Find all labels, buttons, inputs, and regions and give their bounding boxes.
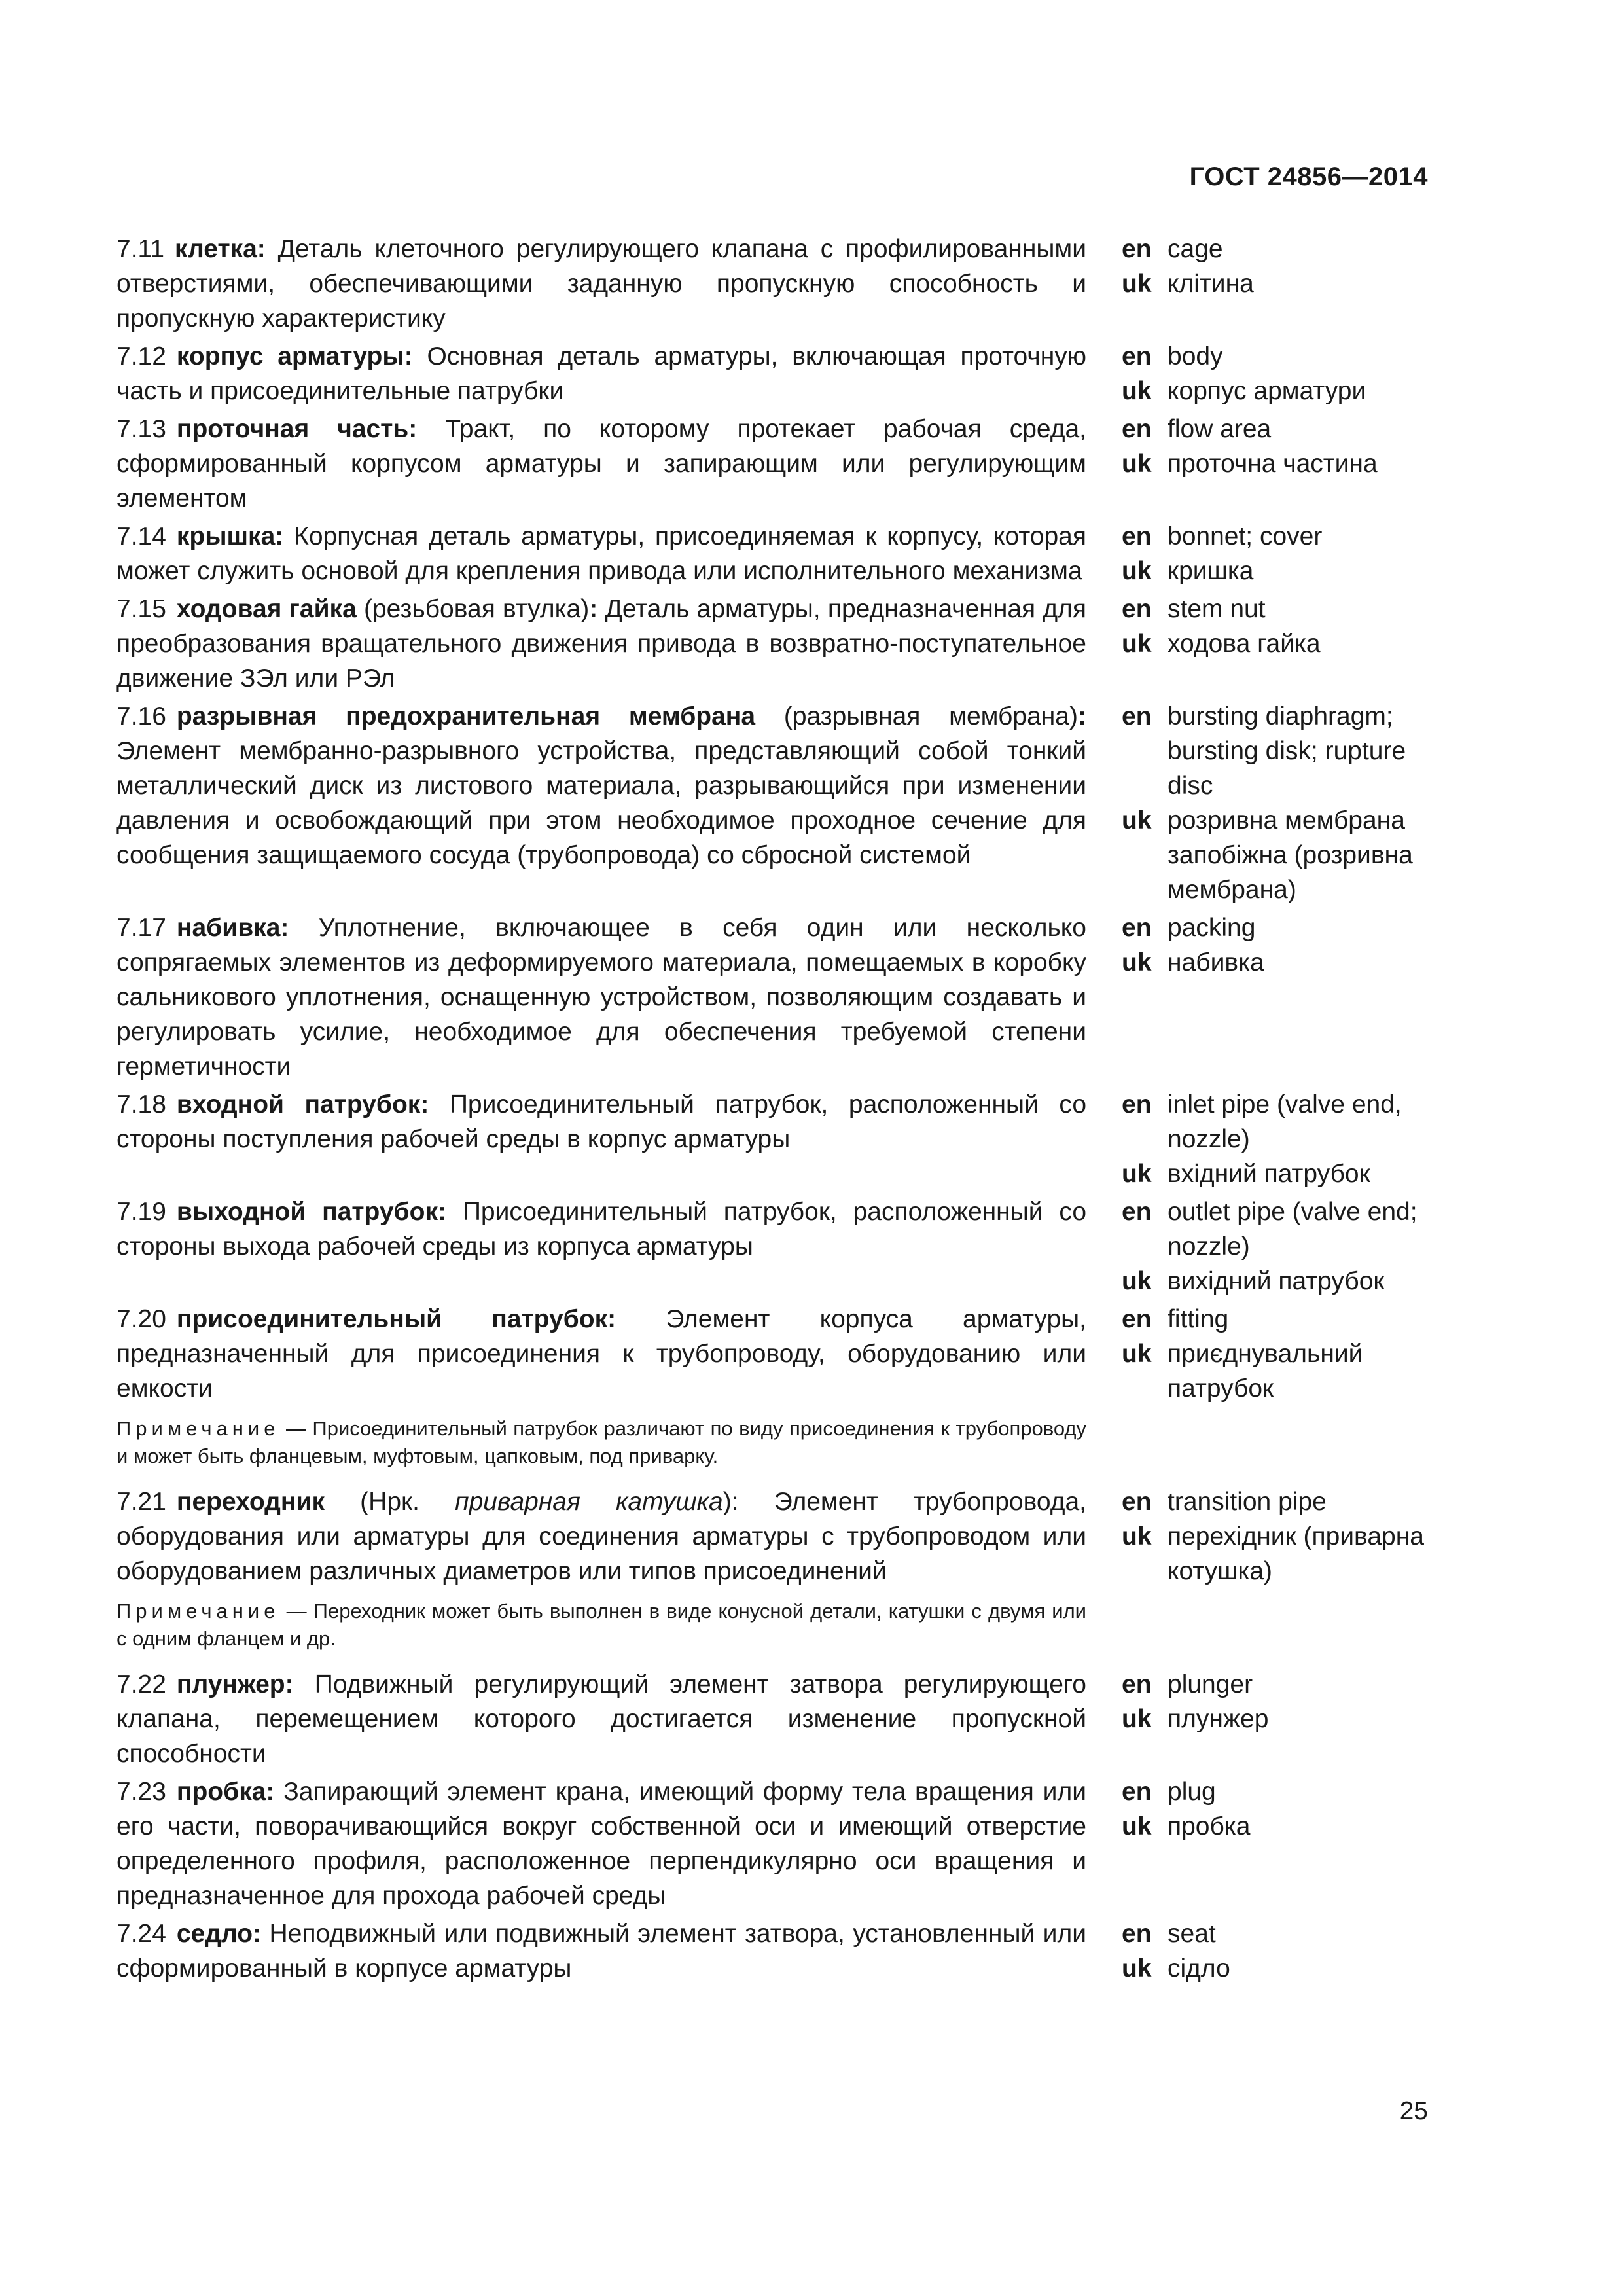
lang-label-en: en	[1122, 1090, 1152, 1119]
ukrainian-equivalent: розривна мембрана запобіжна (розривна мембрана)	[1168, 806, 1413, 904]
english-equivalent: fitting	[1168, 1305, 1229, 1333]
note-label: Примечание	[116, 1417, 280, 1440]
note-label: Примечание	[116, 1600, 280, 1623]
term-equivalents	[1122, 1667, 1440, 1736]
term-number: 7.12	[116, 342, 166, 370]
term-entry-7-11	[116, 232, 1440, 336]
term-synonym: (разрывная мембрана)	[783, 702, 1078, 730]
ukrainian-equivalent: набивка	[1168, 948, 1264, 977]
ukrainian-equivalent: клітина	[1168, 270, 1254, 298]
lang-label-uk: uk	[1122, 1160, 1152, 1188]
terms-list	[116, 232, 1440, 1989]
term-definition: 7.16 разрывная предохранительная мембрана (разрывная мембрана): Элемент мембранно-разрывного устройства, представляющий собой тонкий металлический диск из листового материала, разрывающийся при изменении давления и освобождающий при этом необходимое проходное сечение для сообщения защищаемого сосуда (трубопровода) со сбросной системой	[116, 702, 1086, 869]
lang-label-uk: uk	[1122, 1705, 1152, 1733]
term-number: 7.15	[116, 595, 166, 623]
term-equivalents	[1122, 1916, 1440, 1986]
term-entry-7-16	[116, 699, 1440, 907]
english-equivalent: flow area	[1168, 415, 1272, 443]
english-equivalent: stem nut	[1168, 595, 1266, 623]
lang-label-en: en	[1122, 1670, 1152, 1698]
english-equivalent: packing	[1168, 914, 1256, 942]
page-number: 25	[1399, 2097, 1428, 2125]
term-number: 7.24	[116, 1920, 166, 1948]
ukrainian-equivalent: плунжер	[1168, 1705, 1269, 1733]
term-definition: 7.13 проточная часть: Тракт, по которому протекает рабочая среда, сформированный корпусом арматуры и запирающим или регулирующим элементом	[116, 415, 1087, 512]
term-name: корпус арматуры	[176, 342, 404, 370]
term-entry-7-15	[116, 592, 1440, 696]
term-name: проточная часть	[176, 415, 409, 443]
lang-label-uk: uk	[1122, 1812, 1152, 1840]
term-number: 7.22	[116, 1670, 166, 1698]
note-7-21	[116, 1598, 1086, 1653]
definition-text: Присоединительный патрубок, расположенный со стороны поступления рабочей среды в корпус арматуры	[116, 1090, 1087, 1153]
lang-label-uk: uk	[1122, 1522, 1152, 1551]
term-equivalents	[1122, 1194, 1440, 1299]
term-definition: 7.15 ходовая гайка (резьбовая втулка): Деталь арматуры, предназначенная для преобразования вращательного движения привода в возвратно-поступательное движение ЗЭл или РЭл	[116, 595, 1087, 692]
term-entry-7-23	[116, 1774, 1440, 1913]
term-number: 7.17	[116, 914, 166, 942]
ukrainian-equivalent: вхідний патрубок	[1168, 1160, 1370, 1188]
term-definition: 7.14 крышка: Корпусная деталь арматуры, присоединяемая к корпусу, которая может служить основой для крепления привода или исполнительного механизма	[116, 522, 1086, 585]
term-number: 7.21	[116, 1488, 166, 1516]
term-entry-7-14	[116, 519, 1440, 588]
english-equivalent: plug	[1168, 1778, 1216, 1806]
definition-text: Неподвижный или подвижный элемент затвора, установленный или сформированный в корпусе арматуры	[116, 1920, 1086, 1982]
term-synonym-suffix: )	[722, 1488, 732, 1516]
term-name: седло	[176, 1920, 253, 1948]
lang-label-en: en	[1122, 1198, 1152, 1226]
lang-label-en: en	[1122, 1920, 1152, 1948]
term-equivalents	[1122, 592, 1440, 661]
term-entry-7-22	[116, 1667, 1440, 1771]
ukrainian-equivalent: кришка	[1168, 557, 1254, 585]
term-name: присоединительный патрубок	[176, 1305, 608, 1333]
lang-label-uk: uk	[1122, 377, 1152, 405]
term-definition: 7.12 корпус арматуры: Основная деталь арматуры, включающая проточную часть и присоединительные патрубки	[116, 342, 1086, 405]
term-name: ходовая гайка	[176, 595, 357, 623]
term-entry-7-18	[116, 1087, 1440, 1191]
term-equivalents	[1122, 910, 1440, 980]
term-equivalents	[1122, 232, 1440, 301]
english-equivalent: bursting diaphragm; bursting disk; rupture disc	[1168, 702, 1406, 800]
term-entry-7-21	[116, 1484, 1440, 1588]
lang-label-en: en	[1122, 595, 1152, 623]
term-equivalents	[1122, 1484, 1440, 1588]
ukrainian-equivalent: приєднувальний патрубок	[1168, 1340, 1363, 1403]
term-definition: 7.20 присоединительный патрубок: Элемент корпуса арматуры, предназначенный для присоединения к трубопроводу, оборудованию или емкости	[116, 1305, 1087, 1403]
term-definition: 7.22 плунжер: Подвижный регулирующий элемент затвора регулирующего клапана, перемещением которого достигается изменение пропускной способности	[116, 1670, 1086, 1768]
term-name: клетка	[175, 235, 257, 263]
term-equivalents	[1122, 519, 1440, 588]
term-number: 7.18	[116, 1090, 166, 1119]
english-equivalent: transition pipe	[1168, 1488, 1327, 1516]
term-entry-7-19	[116, 1194, 1440, 1299]
term-number: 7.11	[116, 235, 165, 263]
term-number: 7.13	[116, 415, 166, 443]
term-equivalents	[1122, 699, 1440, 907]
term-name: разрывная предохранительная мембрана	[176, 702, 756, 730]
english-equivalent: plunger	[1168, 1670, 1253, 1698]
term-equivalents	[1122, 1302, 1440, 1406]
term-definition: 7.21 переходник (Нрк. приварная катушка): Элемент трубопровода, оборудования или арматуры для соединения арматуры с трубопроводом или оборудованием различных диаметров или типов присоединений	[116, 1488, 1086, 1585]
lang-label-en: en	[1122, 522, 1152, 550]
english-equivalent: body	[1168, 342, 1223, 370]
definition-text: Уплотнение, включающее в себя один или несколько сопрягаемых элементов из деформируемого материала, помещаемых в коробку сальникового уплотнения, оснащенную устройством, позволяющим создавать и регулировать усилие, необходимое для обеспечения требуемой степени герметичности	[116, 914, 1086, 1081]
term-name: набивка	[176, 914, 281, 942]
term-name: пробка	[176, 1778, 266, 1806]
definition-text: Тракт, по которому протекает рабочая среда, сформированный корпусом арматуры и запирающим или регулирующим элементом	[116, 415, 1087, 512]
lang-label-uk: uk	[1122, 630, 1152, 658]
ukrainian-equivalent: проточна частина	[1168, 450, 1378, 478]
definition-text: Деталь клеточного регулирующего клапана с профилированными отверстиями, обеспечивающими заданную пропускную способность и пропускную характеристику	[116, 235, 1087, 332]
definition-text: Присоединительный патрубок, расположенный со стороны выхода рабочей среды из корпуса арматуры	[116, 1198, 1087, 1261]
ukrainian-equivalent: вихідний патрубок	[1168, 1267, 1385, 1295]
lang-label-uk: uk	[1122, 270, 1152, 298]
term-equivalents	[1122, 1774, 1440, 1844]
lang-label-en: en	[1122, 235, 1152, 263]
english-equivalent: outlet pipe (valve end; nozzle)	[1168, 1198, 1418, 1261]
term-definition: 7.17 набивка: Уплотнение, включающее в себя один или несколько сопрягаемых элементов из деформируемого материала, помещаемых в коробку сальникового уплотнения, оснащенную устройством, позволяющим создавать и регулировать усилие, необходимое для обеспечения требуемой степени герметичности	[116, 914, 1086, 1081]
ukrainian-equivalent: пробка	[1168, 1812, 1251, 1840]
term-definition: 7.24 седло: Неподвижный или подвижный элемент затвора, установленный или сформированный в корпусе арматуры	[116, 1920, 1086, 1982]
note-text: — Переходник может быть выполнен в виде конусной детали, катушки с двумя или с одним фланцем и др.	[116, 1600, 1086, 1650]
english-equivalent: cage	[1168, 235, 1223, 263]
english-equivalent: inlet pipe (valve end, nozzle)	[1168, 1090, 1402, 1153]
lang-label-en: en	[1122, 415, 1152, 443]
term-entry-7-20	[116, 1302, 1440, 1406]
definition-text: Подвижный регулирующий элемент затвора регулирующего клапана, перемещением которого достигается изменение пропускной способности	[116, 1670, 1086, 1768]
english-equivalent: seat	[1168, 1920, 1216, 1948]
term-number: 7.19	[116, 1198, 166, 1226]
definition-text: Деталь арматуры, предназначенная для преобразования вращательного движения привода в возвратно-поступательное движение ЗЭл или РЭл	[116, 595, 1087, 692]
ukrainian-equivalent: корпус арматури	[1168, 377, 1366, 405]
lang-label-en: en	[1122, 1778, 1152, 1806]
term-name: плунжер	[176, 1670, 285, 1698]
term-synonym: (резьбовая втулка)	[364, 595, 590, 623]
lang-label-uk: uk	[1122, 450, 1152, 478]
term-entry-7-13	[116, 412, 1440, 516]
lang-label-uk: uk	[1122, 1954, 1152, 1982]
definition-text: Элемент мембранно-разрывного устройства, представляющий собой тонкий металлический диск из листового материала, разрывающийся при изменении давления и освобождающий при этом необходимое проходное сечение для сообщения защищаемого сосуда (трубопровода) со сбросной системой	[116, 737, 1086, 869]
term-name: переходник	[176, 1488, 325, 1516]
lang-label-en: en	[1122, 914, 1152, 942]
lang-label-uk: uk	[1122, 948, 1152, 977]
term-definition: 7.19 выходной патрубок: Присоединительный патрубок, расположенный со стороны выхода рабочей среды из корпуса арматуры	[116, 1198, 1087, 1261]
term-definition: 7.18 входной патрубок: Присоединительный патрубок, расположенный со стороны поступления рабочей среды в корпус арматуры	[116, 1090, 1087, 1153]
document-header: ГОСТ 24856—2014	[1189, 162, 1428, 191]
lang-label-en: en	[1122, 1488, 1152, 1516]
lang-label-uk: uk	[1122, 1340, 1152, 1368]
definition-text: Элемент корпуса арматуры, предназначенный для присоединения к трубопроводу, оборудованию или емкости	[116, 1305, 1087, 1403]
lang-label-en: en	[1122, 342, 1152, 370]
term-entry-7-24	[116, 1916, 1440, 1986]
term-name: выходной патрубок	[176, 1198, 438, 1226]
term-synonym-prefix: (Нрк.	[360, 1488, 419, 1516]
term-definition: 7.11 клетка: Деталь клеточного регулирующего клапана с профилированными отверстиями, обеспечивающими заданную пропускную способность и пропускную характеристику	[116, 235, 1087, 332]
term-number: 7.20	[116, 1305, 166, 1333]
term-name: крышка	[176, 522, 276, 550]
definition-text: Элемент трубопровода, оборудования или арматуры для соединения арматуры с трубопроводом или оборудованием различных диаметров или типов присоединений	[116, 1488, 1086, 1585]
term-synonym: приварная катушка	[455, 1488, 723, 1516]
term-definition: 7.23 пробка: Запирающий элемент крана, имеющий форму тела вращения или его части, поворачивающийся вокруг собственной оси и имеющий отверстие определенного профиля, расположенное перпендикулярно оси вращения и предназначенное для прохода рабочей среды	[116, 1778, 1086, 1910]
term-number: 7.16	[116, 702, 166, 730]
lang-label-uk: uk	[1122, 1267, 1152, 1295]
term-equivalents	[1122, 412, 1440, 481]
note-text: — Присоединительный патрубок различают по виду присоединения к трубопроводу и может быть фланцевым, муфтовым, цапковым, под приварку.	[116, 1417, 1086, 1467]
definition-text: Запирающий элемент крана, имеющий форму тела вращения или его части, поворачивающийся вокруг собственной оси и имеющий отверстие определенного профиля, расположенное перпендикулярно оси вращения и предназначенное для прохода рабочей среды	[116, 1778, 1086, 1910]
term-equivalents	[1122, 1087, 1440, 1191]
lang-label-en: en	[1122, 1305, 1152, 1333]
term-entry-7-12	[116, 339, 1440, 408]
term-equivalents	[1122, 339, 1440, 408]
term-name: входной патрубок	[176, 1090, 421, 1119]
note-7-20	[116, 1415, 1086, 1470]
term-number: 7.14	[116, 522, 166, 550]
ukrainian-equivalent: ходова гайка	[1168, 630, 1321, 658]
lang-label-en: en	[1122, 702, 1152, 730]
definition-text: Корпусная деталь арматуры, присоединяемая к корпусу, которая может служить основой для крепления привода или исполнительного механизма	[116, 522, 1086, 585]
definition-text: Основная деталь арматуры, включающая проточную часть и присоединительные патрубки	[116, 342, 1086, 405]
lang-label-uk: uk	[1122, 557, 1152, 585]
term-entry-7-17	[116, 910, 1440, 1084]
term-number: 7.23	[116, 1778, 166, 1806]
english-equivalent: bonnet; cover	[1168, 522, 1323, 550]
ukrainian-equivalent: сідло	[1168, 1954, 1230, 1982]
ukrainian-equivalent: перехідник (приварна котушка)	[1168, 1522, 1424, 1585]
lang-label-uk: uk	[1122, 806, 1152, 834]
